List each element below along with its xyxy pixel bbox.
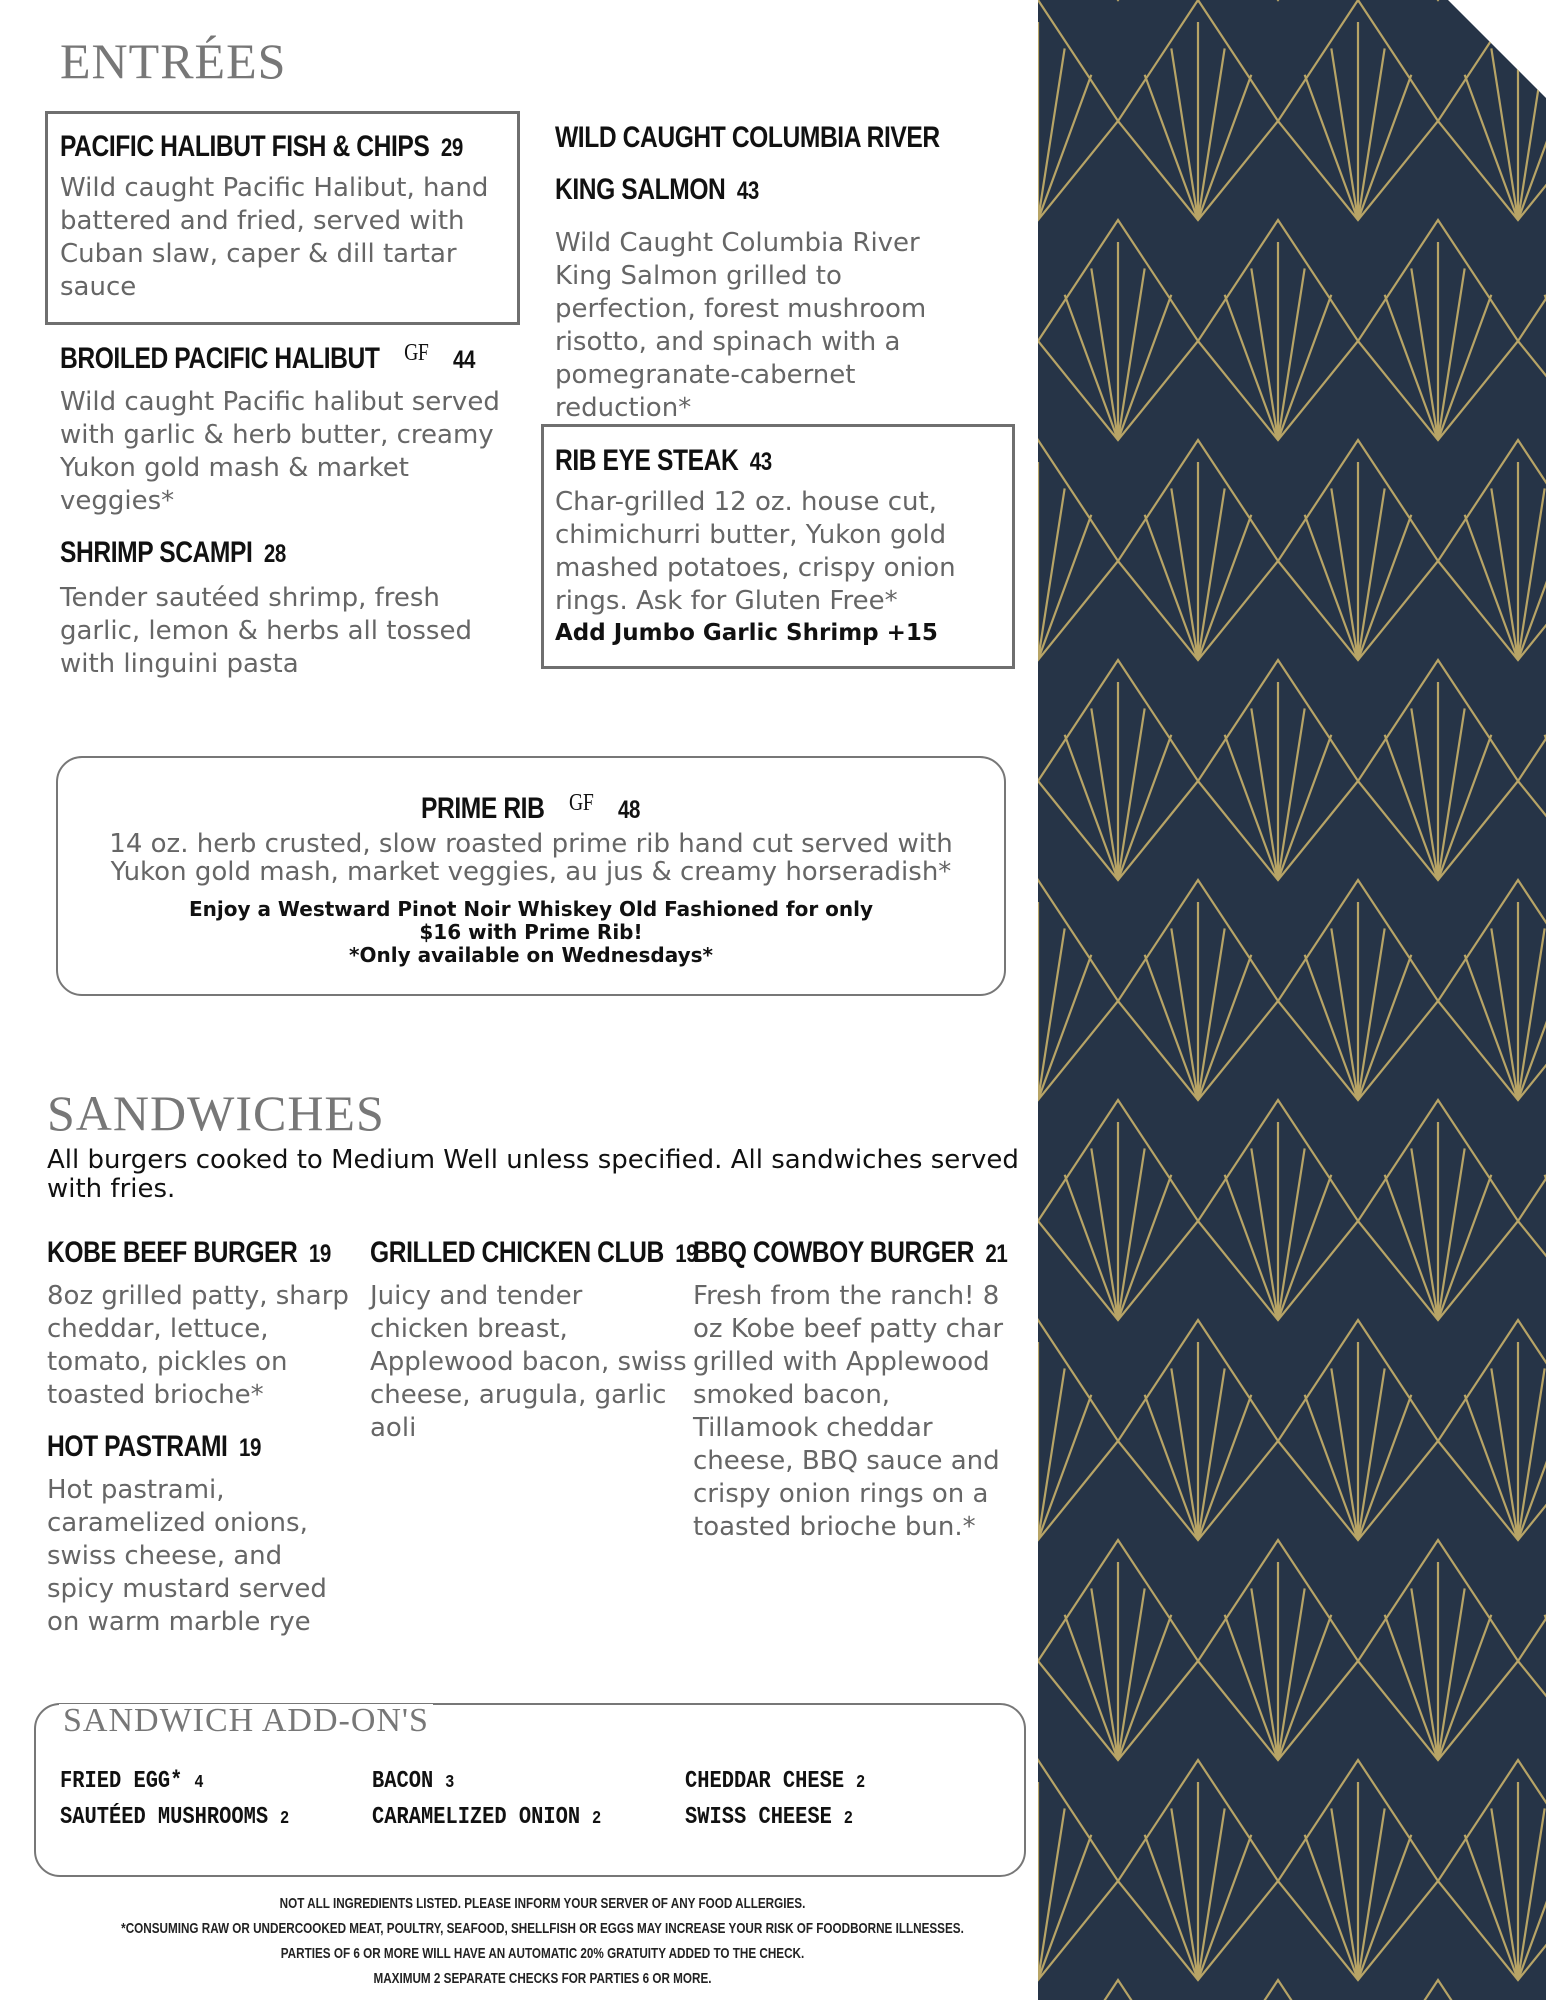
item-price: 19 (238, 1434, 261, 1462)
item-price: 19 (675, 1240, 698, 1268)
rib-eye-addon-note: Add Jumbo Garlic Shrimp +15 (555, 619, 938, 646)
addon-cheddar-cheese: CHEDDAR CHESE 2 (685, 1768, 866, 1795)
item-name: BROILED PACIFIC HALIBUT (60, 342, 380, 375)
menu-item-kobe-burger (47, 1234, 367, 1412)
decorative-pattern-panel (1038, 0, 1546, 2000)
item-price: 29 (440, 134, 463, 162)
menu-item-prime-rib (56, 788, 1006, 967)
item-name: BBQ COWBOY BURGER (693, 1236, 974, 1269)
menu-item-king-salmon (555, 112, 985, 425)
item-price: 43 (749, 448, 772, 476)
item-name: GRILLED CHICKEN CLUB (370, 1236, 664, 1269)
item-name: KOBE BEEF BURGER (47, 1236, 298, 1269)
menu-item-broiled-halibut (60, 338, 520, 518)
item-description: 8oz grilled patty, sharp cheddar, lettuce, tomato, pickles on toasted brioche* (47, 1280, 349, 1410)
item-name: HOT PASTRAMI (47, 1430, 228, 1463)
item-price: 44 (453, 346, 475, 374)
item-price: 28 (263, 540, 286, 568)
gluten-free-tag: GF (404, 340, 429, 366)
item-description: Tender sautéed shrimp, fresh garlic, lemon & herbs all tossed with linguini pasta (60, 582, 472, 679)
item-description: Fresh from the ranch! 8 oz Kobe beef patty char grilled with Applewood smoked bacon, Tillamook cheddar cheese, BBQ sauce and crispy onion rings on a toasted brioche bun.* (693, 1280, 1004, 1542)
menu-item-hot-pastrami (47, 1428, 357, 1639)
item-description: Juicy and tender chicken breast, Applewood bacon, swiss cheese, arugula, garlic aoli (370, 1280, 687, 1443)
footer-line: MAXIMUM 2 SEPARATE CHECKS FOR PARTIES 6 OR MORE. (373, 1970, 712, 1987)
item-description: Char-grilled 12 oz. house cut, chimichurri butter, Yukon gold mashed potatoes, crispy onion rings. Ask for Gluten Free* (555, 486, 956, 616)
item-name: PACIFIC HALIBUT FISH & CHIPS (60, 130, 430, 163)
addon-fried-egg: FRIED EGG* 4 (60, 1768, 204, 1795)
prime-rib-promo-note: *Only available on Wednesdays* (349, 942, 713, 967)
footer-line: NOT ALL INGREDIENTS LISTED. PLEASE INFORM YOUR SERVER OF ANY FOOD ALLERGIES. (279, 1895, 806, 1912)
menu-item-bbq-cowboy-burger (693, 1234, 1023, 1544)
prime-rib-promo: Enjoy a Westward Pinot Noir Whiskey Old Fashioned for only $16 with Prime Rib! (188, 896, 874, 944)
item-name: PRIME RIB (421, 792, 545, 825)
footer-line: PARTIES OF 6 OR MORE WILL HAVE AN AUTOMATIC 20% GRATUITY ADDED TO THE CHECK. (280, 1945, 805, 1962)
addon-bacon: BACON 3 (372, 1768, 455, 1795)
menu-item-chicken-club (370, 1234, 698, 1445)
item-name: WILD CAUGHT COLUMBIA RIVER KING SALMON (555, 121, 940, 206)
item-price: 48 (618, 796, 641, 824)
footer-disclaimer (0, 1891, 1085, 1991)
item-description: Wild caught Pacific halibut served with garlic & herb butter, creamy Yukon gold mash & market veggies* (60, 386, 500, 516)
addon-swiss-cheese: SWISS CHEESE 2 (685, 1804, 853, 1831)
menu-item-rib-eye (555, 442, 1005, 646)
gluten-free-tag: GF (569, 790, 594, 816)
footer-line: *CONSUMING RAW OR UNDERCOOKED MEAT, POULTRY, SEAFOOD, SHELLFISH OR EGGS MAY INCREASE YOUR RISK OF FOODBORNE ILLNESSES. (121, 1920, 964, 1937)
item-description: Wild caught Pacific Halibut, hand battered and fried, served with Cuban slaw, caper & dill tartar sauce (60, 172, 489, 302)
menu-item-fish-chips (60, 128, 510, 304)
sandwiches-heading: SANDWICHES (47, 1085, 385, 1141)
item-price: 19 (308, 1240, 331, 1268)
item-name: RIB EYE STEAK (555, 444, 739, 477)
item-price: 43 (736, 177, 759, 205)
item-name: SHRIMP SCAMPI (60, 536, 253, 569)
addon-caramelized-onion: CARAMELIZED ONION 2 (372, 1804, 602, 1831)
sandwiches-note: All burgers cooked to Medium Well unless specified. All sandwiches served with fries. (47, 1145, 1019, 1204)
item-description: Wild Caught Columbia River King Salmon grilled to perfection, forest mushroom risotto, and spinach with a pomegranate-cabernet reduction* (555, 228, 927, 423)
item-description: Hot pastrami, caramelized onions, swiss cheese, and spicy mustard served on warm marble rye (47, 1474, 327, 1637)
item-price: 21 (985, 1240, 1008, 1268)
entrees-heading: ENTRÉES (60, 33, 287, 89)
menu-item-shrimp-scampi (60, 534, 520, 681)
addons-heading: SANDWICH ADD-ON'S (59, 1704, 433, 1738)
addon-sauteed-mushrooms: SAUTÉED MUSHROOMS 2 (60, 1804, 290, 1831)
item-description: 14 oz. herb crusted, slow roasted prime rib hand cut served with Yukon gold mash, market veggies, au jus & creamy horseradish* (109, 828, 953, 887)
